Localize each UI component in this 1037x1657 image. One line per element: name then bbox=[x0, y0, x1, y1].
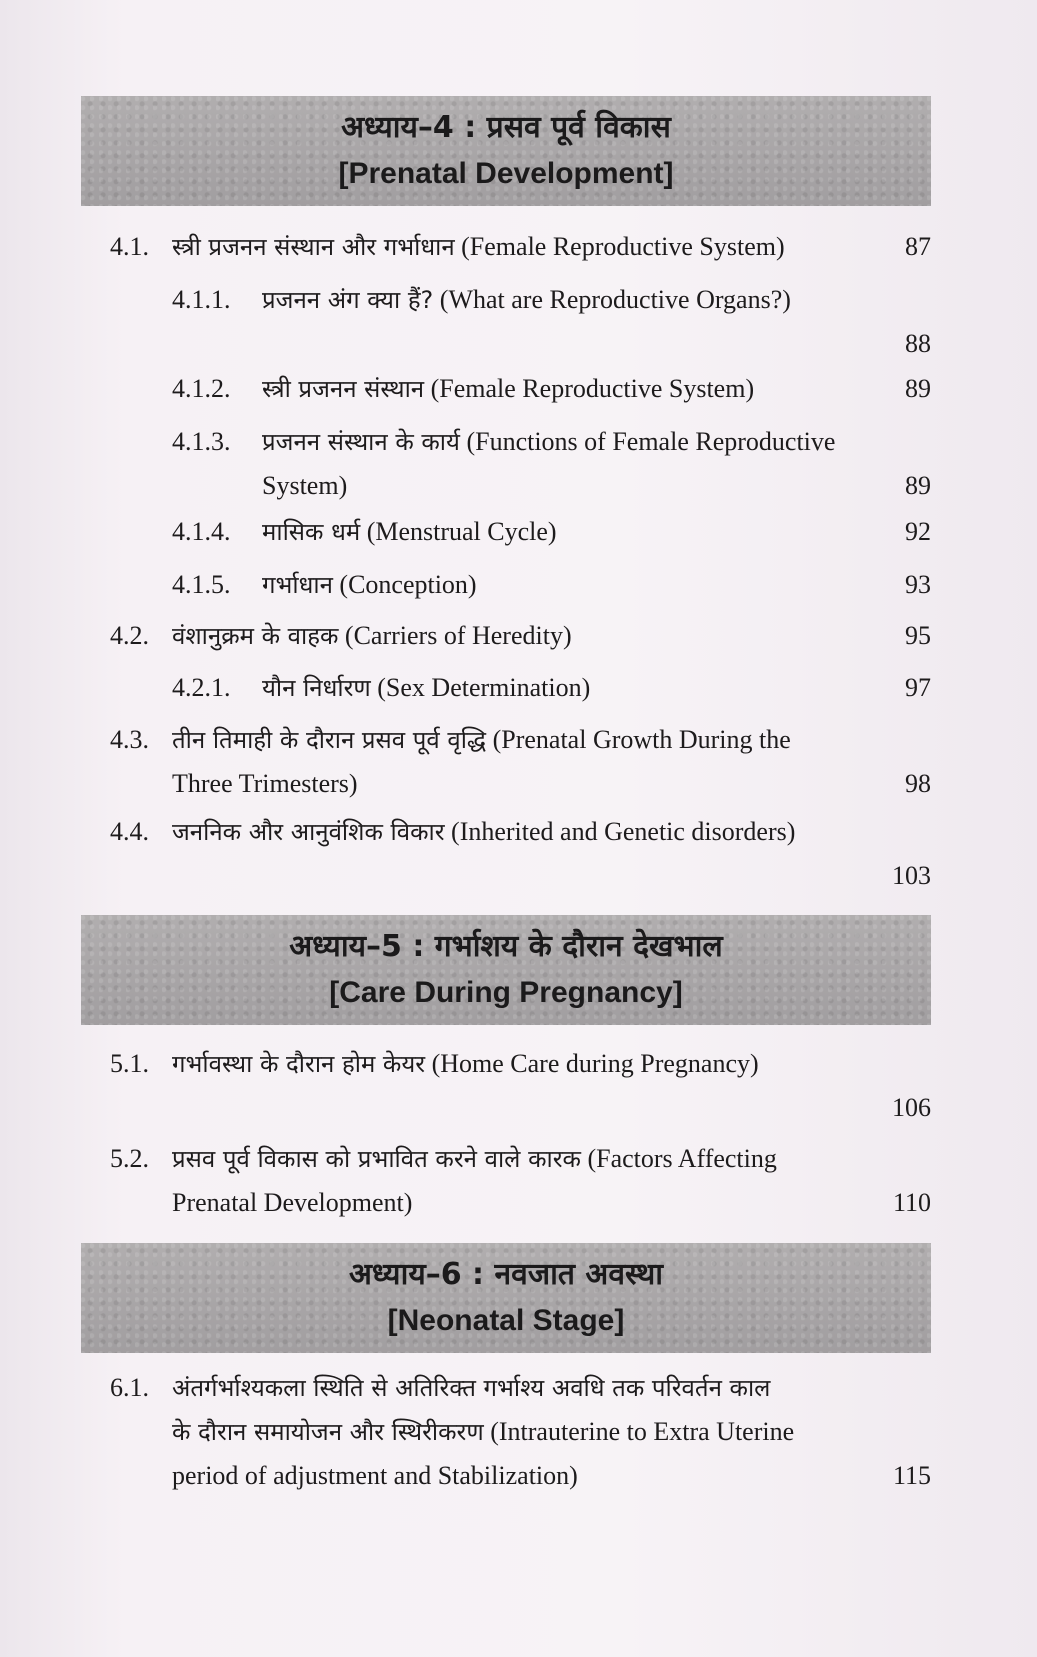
entry-title-hindi: वंशानुक्रम के वाहक bbox=[172, 622, 339, 650]
entry-number: 4.1.1. bbox=[172, 285, 231, 314]
entry-title-english: (Carriers of Heredity) bbox=[344, 621, 572, 650]
entry-title-hindi: मासिक धर्म bbox=[262, 518, 361, 546]
chapter-6-banner bbox=[81, 1243, 931, 1353]
entry-page-number: 89 bbox=[905, 374, 931, 403]
entry-page-number: 106 bbox=[892, 1093, 931, 1122]
entry-page-number: 115 bbox=[892, 1461, 931, 1490]
entry-number: 5.2. bbox=[110, 1144, 149, 1173]
entry-title-hindi-line2: के दौरान समायोजन और स्थिरीकरण bbox=[172, 1418, 484, 1446]
entry-page-number: 97 bbox=[905, 673, 931, 702]
chapter-6-title-hindi: अध्याय–6 : नवजात अवस्था bbox=[348, 1257, 664, 1292]
entry-title-english: (Home Care during Pregnancy) bbox=[431, 1049, 759, 1078]
entry-title-hindi: गर्भावस्था के दौरान होम केयर bbox=[172, 1050, 426, 1078]
entry-number: 4.1.3. bbox=[172, 427, 231, 456]
entry-title-english: (Female Reproductive System) bbox=[461, 232, 785, 261]
entry-title-english: (Functions of Female Reproductive bbox=[466, 427, 836, 456]
entry-page-number: 92 bbox=[905, 517, 931, 546]
entry-title-continuation: Prenatal Development) bbox=[172, 1188, 413, 1217]
chapter-5-banner bbox=[81, 915, 931, 1025]
entry-title-english: (Intrauterine to Extra Uterine bbox=[490, 1417, 795, 1446]
entry-page-number: 103 bbox=[892, 861, 931, 890]
entry-number: 4.4. bbox=[110, 817, 149, 846]
chapter-5-title-hindi: अध्याय–5 : गर्भाशय के दौरान देखभाल bbox=[289, 929, 723, 964]
entry-page-number: 98 bbox=[905, 769, 931, 798]
chapter-4-title-hindi: अध्याय–4 : प्रसव पूर्व विकास bbox=[341, 110, 671, 145]
entry-title-continuation: System) bbox=[262, 471, 348, 500]
entry-number: 4.2.1. bbox=[172, 673, 231, 702]
entry-title-english: (Factors Affecting bbox=[587, 1144, 777, 1173]
entry-title-continuation: period of adjustment and Stabilization) bbox=[172, 1461, 578, 1490]
chapter-4-title-english: [Prenatal Development] bbox=[338, 157, 674, 190]
chapter-4-banner bbox=[81, 96, 931, 206]
entry-title-hindi: प्रजनन अंग क्या हैं? bbox=[262, 286, 434, 314]
entry-title-english: (Conception) bbox=[339, 570, 477, 599]
entry-title-hindi: जननिक और आनुवंशिक विकार bbox=[172, 818, 445, 846]
entry-title-hindi: स्त्री प्रजनन संस्थान और गर्भाधान bbox=[172, 233, 455, 261]
entry-number: 4.1.4. bbox=[172, 517, 231, 546]
entry-number: 4.2. bbox=[110, 621, 149, 650]
entry-number: 5.1. bbox=[110, 1049, 149, 1078]
entry-title-hindi: अंतर्गर्भाश्यकला स्थिति से अतिरिक्त गर्भाश्य अवधि तक परिवर्तन काल bbox=[172, 1374, 771, 1402]
entry-page-number: 110 bbox=[892, 1188, 931, 1217]
entry-title-hindi: प्रसव पूर्व विकास को प्रभावित करने वाले कारक bbox=[172, 1145, 581, 1173]
entry-page-number: 89 bbox=[905, 471, 931, 500]
entry-title-hindi: स्त्री प्रजनन संस्थान bbox=[262, 375, 425, 403]
entry-title-english: (What are Reproductive Organs?) bbox=[439, 285, 791, 314]
entry-page-number: 87 bbox=[905, 232, 931, 261]
chapter-6-title-english: [Neonatal Stage] bbox=[387, 1304, 625, 1337]
entry-page-number: 88 bbox=[905, 329, 931, 358]
entry-number: 4.1.2. bbox=[172, 374, 231, 403]
entry-title-english: (Female Reproductive System) bbox=[430, 374, 755, 403]
entry-number: 4.1.5. bbox=[172, 570, 231, 599]
entry-title-hindi: यौन निर्धारण bbox=[262, 674, 371, 702]
entry-title-english: (Inherited and Genetic disorders) bbox=[451, 817, 796, 846]
entry-page-number: 95 bbox=[905, 621, 931, 650]
entry-title-english: (Prenatal Growth During the bbox=[492, 725, 791, 754]
entry-title-continuation: Three Trimesters) bbox=[172, 769, 358, 798]
entry-number: 4.1. bbox=[110, 232, 149, 261]
entry-title-hindi: प्रजनन संस्थान के कार्य bbox=[262, 428, 460, 456]
entry-title-english: (Sex Determination) bbox=[377, 673, 591, 702]
entry-page-number: 93 bbox=[905, 570, 931, 599]
chapter-5-title-english: [Care During Pregnancy] bbox=[329, 976, 683, 1009]
entry-title-hindi: तीन तिमाही के दौरान प्रसव पूर्व वृद्धि bbox=[172, 726, 487, 754]
entry-title-hindi: गर्भाधान bbox=[262, 571, 333, 599]
entry-title-english: (Menstrual Cycle) bbox=[366, 517, 557, 546]
entry-number: 4.3. bbox=[110, 725, 149, 754]
entry-number: 6.1. bbox=[110, 1373, 149, 1402]
